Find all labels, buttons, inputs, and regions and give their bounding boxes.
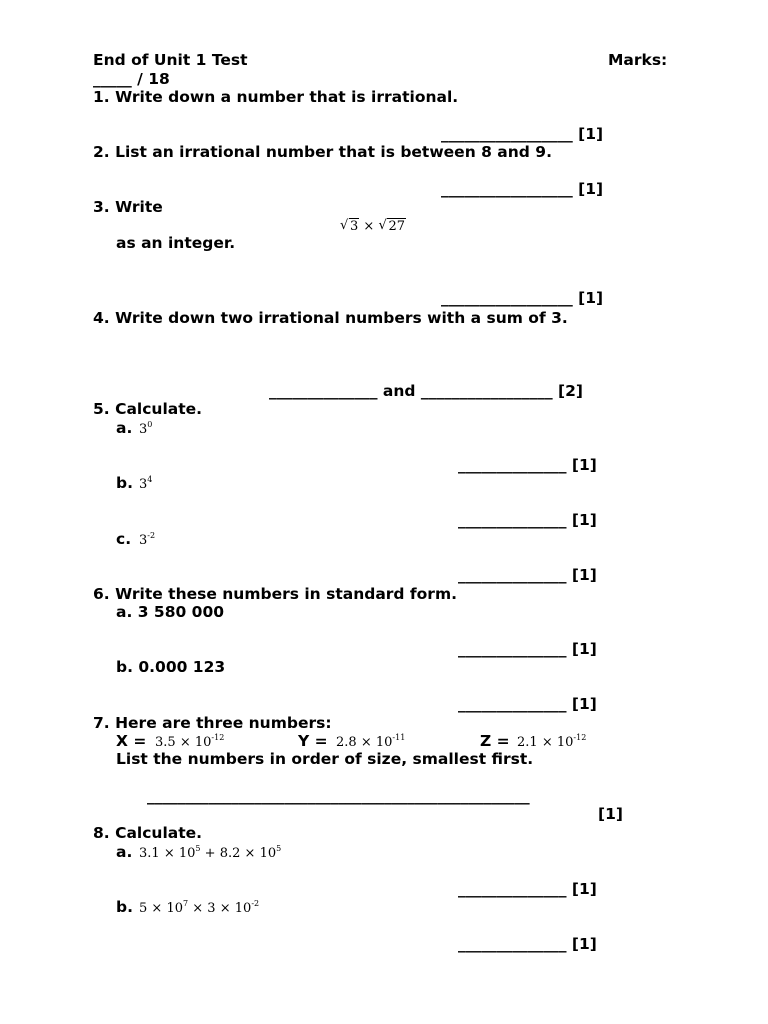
question-8b-answer-line[interactable]: ______________ [1] (458, 935, 597, 953)
question-4-text: 4. Write down two irrational numbers with a sum of 3. (93, 309, 568, 327)
question-1-answer-line[interactable]: _________________ [1] (441, 125, 604, 143)
question-5c-expression: $3^{-2}$ (139, 531, 156, 548)
question-5c-answer-line[interactable]: ______________ [1] (458, 566, 597, 584)
question-1-text: 1. Write down a number that is irrational. (93, 88, 459, 106)
question-8a-answer-line[interactable]: ______________ [1] (458, 880, 597, 898)
question-7-marks: [1] (598, 805, 623, 823)
question-6b-answer-line[interactable]: ______________ [1] (458, 695, 597, 713)
question-2-text: 2. List an irrational number that is between 8 and 9. (93, 143, 552, 161)
question-2-answer-line[interactable]: _________________ [1] (441, 180, 604, 198)
question-8a-label: a. (116, 843, 133, 861)
times-sign: × (363, 219, 375, 234)
question-6b-label: b. 0.000 123 (116, 658, 226, 676)
question-8b-expression: $5 \times 10^7 \times 3 \times 10^{-2}$ (139, 899, 260, 916)
question-5a-expression: $3^0$ (139, 420, 153, 437)
sqrt-3: √ 3 (340, 219, 359, 235)
question-5b-expression: $3^4$ (139, 475, 153, 492)
question-7-x-value: $3.5 \times 10^{-12}$ (155, 733, 225, 750)
question-5b-label: b. (116, 474, 133, 492)
question-8a-expression: $3.1 \times 10^5 + 8.2 \times 10^5$ (139, 844, 282, 861)
question-7-z-label: Z = (480, 732, 510, 750)
test-title: End of Unit 1 Test (93, 51, 248, 69)
question-6a-label: a. 3 580 000 (116, 603, 225, 621)
score-line: _____ / 18 (93, 70, 170, 88)
question-3-expression (340, 219, 406, 235)
marks-label: Marks: (608, 51, 668, 69)
question-5b-answer-line[interactable]: ______________ [1] (458, 511, 597, 529)
question-7-x-label: X = (116, 732, 147, 750)
question-7-text: 7. Here are three numbers: (93, 714, 332, 732)
sqrt-27: √ 27 (378, 219, 406, 235)
question-7-z-value: $2.1 \times 10^{-12}$ (517, 733, 587, 750)
question-8b-label: b. (116, 898, 133, 916)
question-7-answer-line[interactable]: __________________________________________________ (147, 787, 530, 805)
question-7-text-2: List the numbers in order of size, smallest first. (116, 750, 534, 768)
question-6a-answer-line[interactable]: ______________ [1] (458, 640, 597, 658)
question-5a-answer-line[interactable]: ______________ [1] (458, 456, 597, 474)
question-4-answer-line[interactable]: ______________ and _________________ [2] (269, 382, 583, 400)
question-5a-label: a. (116, 419, 133, 437)
question-3-text-2: as an integer. (116, 234, 236, 252)
question-7-y-label: Y = (298, 732, 328, 750)
question-3-text: 3. Write (93, 198, 163, 216)
question-3-answer-line[interactable]: _________________ [1] (441, 289, 604, 307)
question-5-text: 5. Calculate. (93, 400, 203, 418)
question-6-text: 6. Write these numbers in standard form. (93, 585, 457, 603)
question-5c-label: c. (116, 530, 132, 548)
question-8-text: 8. Calculate. (93, 824, 203, 842)
question-7-y-value: $2.8 \times 10^{-11}$ (336, 733, 406, 750)
